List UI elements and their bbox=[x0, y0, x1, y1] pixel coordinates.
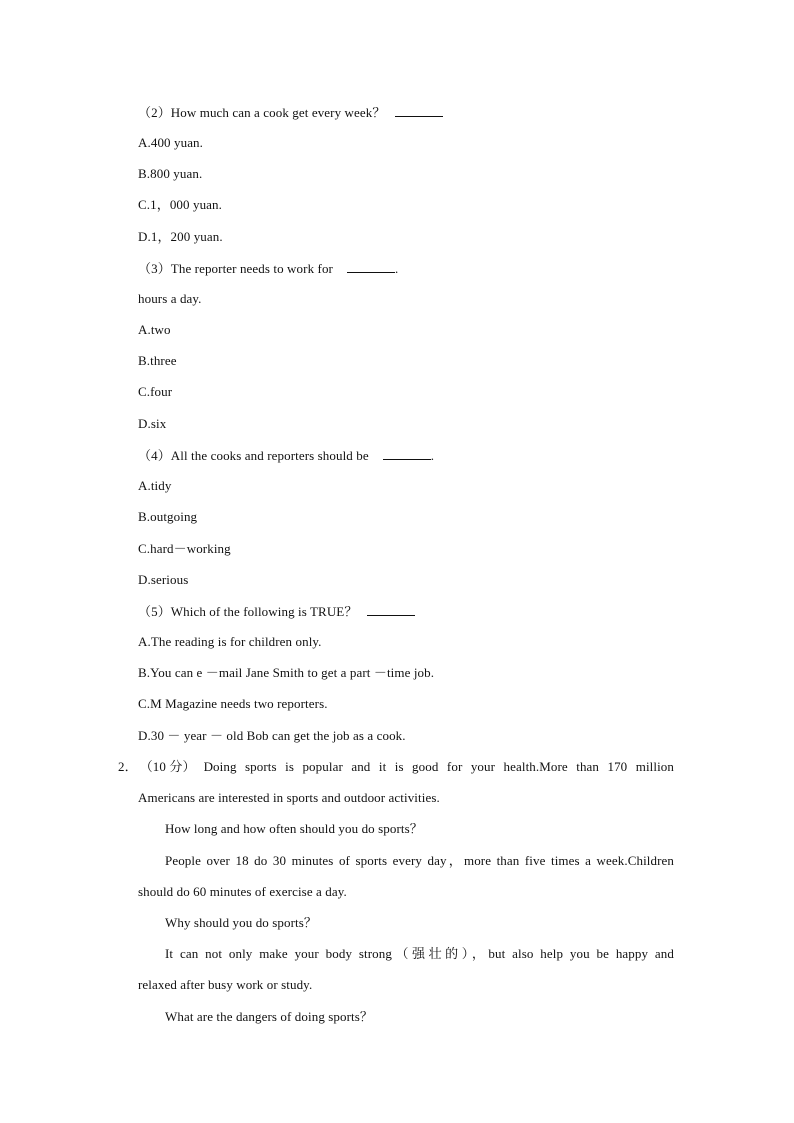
option-d: D.30 － year － old Bob can get the job as a cook. bbox=[138, 728, 406, 743]
question-2-header bbox=[118, 759, 674, 775]
option-d: D.serious bbox=[138, 572, 189, 587]
answer-blank bbox=[367, 603, 415, 616]
option-b: B.outgoing bbox=[138, 509, 198, 524]
passage-heading: Why should you do sports？ bbox=[165, 915, 317, 930]
question-tail: . bbox=[430, 448, 435, 463]
question-text: （2）How much can a cook get every week？ bbox=[138, 105, 386, 120]
question-text: （3）The reporter needs to work for bbox=[138, 261, 333, 276]
option-d: D.1，200 yuan. bbox=[138, 229, 223, 244]
option-b: B.800 yuan. bbox=[138, 166, 203, 181]
option-a: A.two bbox=[138, 322, 171, 337]
question-3-continuation: hours a day. bbox=[138, 291, 202, 306]
question-text: （4）All the cooks and reporters should be bbox=[138, 448, 369, 463]
passage-line: People over 18 do 30 minutes of sports every day，more than five times a week.Children bbox=[165, 853, 674, 868]
question-3-prompt bbox=[138, 260, 398, 277]
question-5-prompt bbox=[138, 603, 415, 620]
option-a: A.tidy bbox=[138, 478, 172, 493]
question-tail: . bbox=[395, 261, 399, 276]
question-text: （5）Which of the following is TRUE？ bbox=[138, 604, 358, 619]
question-2-prompt bbox=[138, 104, 443, 121]
answer-blank bbox=[395, 104, 443, 117]
option-a: A.The reading is for children only. bbox=[138, 634, 322, 649]
option-b: B.three bbox=[138, 353, 177, 368]
question-4-prompt bbox=[138, 447, 434, 464]
option-d: D.six bbox=[138, 416, 167, 431]
passage-line: Americans are interested in sports and outdoor activities. bbox=[138, 790, 440, 805]
answer-blank bbox=[383, 447, 431, 460]
passage-line: Doing sports is popular and it is good for your health.More than 170 million bbox=[203, 759, 674, 774]
option-a: A.400 yuan. bbox=[138, 135, 204, 150]
option-b: B.You can e －mail Jane Smith to get a part －time job. bbox=[138, 665, 435, 680]
passage-line: relaxed after busy work or study. bbox=[138, 977, 313, 992]
question-number: 2． bbox=[118, 759, 138, 774]
question-score: （10 分） bbox=[139, 759, 196, 774]
option-c: C.M Magazine needs two reporters. bbox=[138, 696, 328, 711]
passage-heading: How long and how often should you do sports？ bbox=[165, 821, 423, 836]
answer-blank bbox=[347, 260, 395, 273]
option-c: C.1，000 yuan. bbox=[138, 197, 222, 212]
passage-line: It can not only make your body strong（强壮的），but also help you be happy and bbox=[165, 946, 674, 961]
passage-heading: What are the dangers of doing sports？ bbox=[165, 1009, 374, 1024]
passage-line: should do 60 minutes of exercise a day. bbox=[138, 884, 347, 899]
option-c: C.hard－working bbox=[138, 541, 231, 556]
option-c: C.four bbox=[138, 384, 173, 399]
